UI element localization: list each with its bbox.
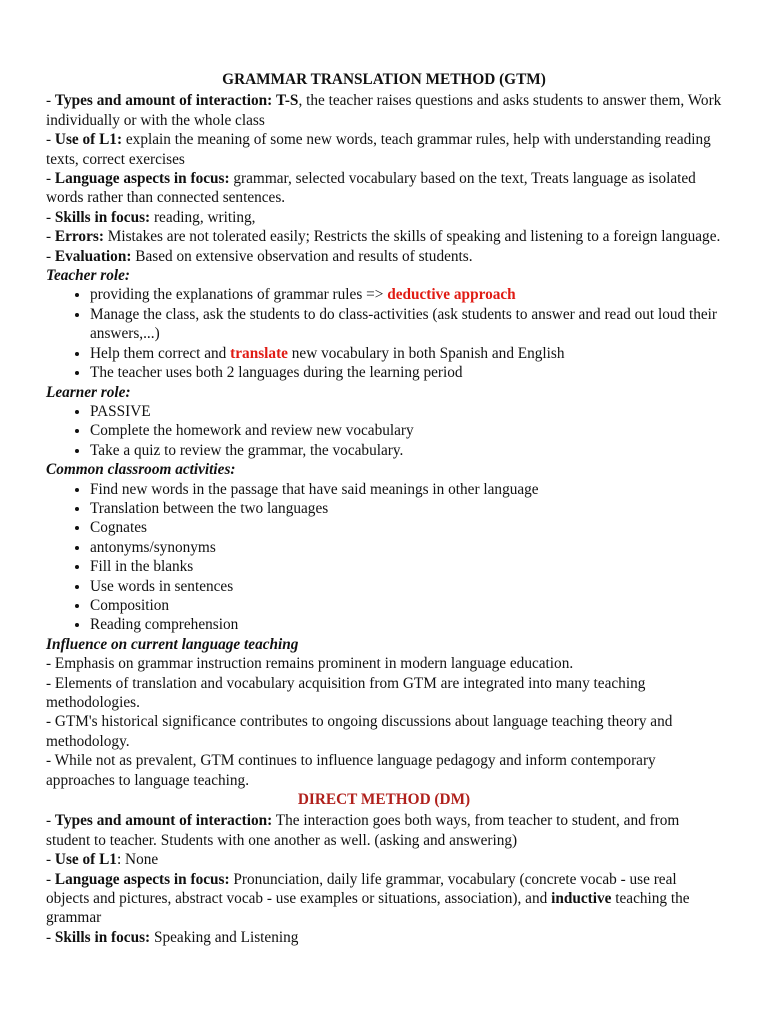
list-item: • Reading comprehension	[90, 615, 722, 634]
dm-language-aspects-post: teaching the grammar	[46, 890, 690, 927]
gtm-errors: - Errors: Mistakes are not tolerated easily; Restricts the skills of speaking and listening to a foreign language.	[46, 228, 721, 246]
dm-skills-label: Skills in focus:	[54, 928, 151, 946]
influence-item: - GTM's historical significance contributes to ongoing discussions about language teaching theory and methodology.	[46, 713, 673, 750]
dm-l1-label: Use of L1	[54, 851, 117, 869]
inductive-strong: inductive	[551, 890, 612, 908]
influence-heading: Influence on current language teaching	[46, 635, 299, 653]
list-item: • Cognates	[90, 518, 722, 537]
teacher-role-heading: Teacher role:	[46, 267, 130, 285]
learner-role-list	[46, 402, 722, 460]
list-item: • Fill in the blanks	[90, 557, 722, 576]
list-item: • Find new words in the passage that have said meanings in other language	[90, 480, 722, 499]
list-item: • Manage the class, ask the students to do class-activities (ask students to answer and read out loud their answers,...)	[90, 305, 722, 344]
dm-skills: - Skills in focus: Speaking and Listening	[46, 928, 299, 946]
dm-skills-text: Speaking and Listening	[150, 928, 299, 946]
teacher-role-list	[46, 285, 722, 382]
gtm-title: GRAMMAR TRANSLATION METHOD (GTM)	[222, 71, 546, 88]
teacher-role-item3-pre: Help them correct and	[90, 344, 231, 362]
dm-language-aspects: - Language aspects in focus: Pronunciation, daily life grammar, vocabulary (concrete vocab - use real objects and pictures, abstract vocab - use examples or situations, association), and inductive teaching the grammar	[46, 870, 690, 927]
gtm-skills-label: Skills in focus:	[54, 208, 151, 226]
list-item: • antonyms/synonyms	[90, 538, 722, 557]
dm-interaction: - Types and amount of interaction: The interaction goes both ways, from teacher to student, and from student to teacher. Students with one another as well. (asking and answering)	[46, 812, 680, 849]
list-item: • Take a quiz to review the grammar, the vocabulary.	[90, 441, 722, 460]
gtm-interaction-text: , the teacher raises questions and asks students to answer them, Work individually or with the whole class	[46, 92, 722, 129]
list-item: • Composition	[90, 596, 722, 615]
deductive-approach-highlight: deductive approach	[387, 286, 516, 304]
gtm-language-aspects-text: grammar, selected vocabulary based on the text, Treats language as isolated words rather than connected sentences.	[46, 170, 696, 207]
list-item	[90, 285, 722, 304]
dm-interaction-label: Types and amount of interaction:	[54, 812, 273, 830]
list-item: • PASSIVE	[90, 402, 722, 421]
gtm-language-aspects-label: Language aspects in focus:	[54, 170, 230, 188]
gtm-skills: - Skills in focus: reading, writing,	[46, 208, 256, 226]
activities-list	[46, 480, 722, 635]
gtm-evaluation-text: Based on extensive observation and results of students.	[131, 247, 473, 265]
gtm-interaction: - Types and amount of interaction: T-S, the teacher raises questions and asks students to answer them, Work individually or with the whole class	[46, 92, 722, 129]
gtm-interaction-strong: T-S	[276, 92, 299, 110]
learner-role-heading: Learner role:	[46, 383, 131, 401]
gtm-skills-text: reading, writing,	[150, 208, 256, 226]
list-item: • Use words in sentences	[90, 577, 722, 596]
dm-language-aspects-label: Language aspects in focus:	[54, 870, 230, 888]
gtm-l1-label: Use of L1:	[54, 131, 123, 149]
influence-item: - While not as prevalent, GTM continues to influence language pedagogy and inform contemporary approaches to language teaching.	[46, 752, 656, 789]
dm-interaction-text: The interaction goes both ways, from teacher to student, and from student to teacher. Students with one another as well. (asking and answering)	[46, 812, 680, 849]
gtm-interaction-label: Types and amount of interaction:	[54, 92, 273, 110]
gtm-errors-text: Mistakes are not tolerated easily; Restricts the skills of speaking and listening to a foreign language.	[103, 228, 721, 246]
list-item: • Complete the homework and review new vocabulary	[90, 421, 722, 440]
list-item: • Translation between the two languages	[90, 499, 722, 518]
list-item: • The teacher uses both 2 languages during the learning period	[90, 363, 722, 382]
gtm-errors-label: Errors:	[54, 228, 104, 246]
activities-heading: Common classroom activities:	[46, 461, 236, 479]
influence-item: - Emphasis on grammar instruction remains prominent in modern language education.	[46, 655, 574, 673]
gtm-l1-text: explain the meaning of some new words, teach grammar rules, help with understanding reading texts, correct exercises	[46, 131, 711, 168]
teacher-role-item3-post: new vocabulary in both Spanish and English	[287, 344, 565, 362]
teacher-role-item1-text: providing the explanations of grammar rules =>	[90, 286, 388, 304]
dm-l1: - Use of L1: None	[46, 851, 159, 869]
translate-highlight: translate	[230, 344, 288, 362]
gtm-language-aspects: - Language aspects in focus: grammar, selected vocabulary based on the text, Treats language as isolated words rather than connected sentences.	[46, 170, 696, 207]
influence-item: - Elements of translation and vocabulary acquisition from GTM are integrated into many teaching methodologies.	[46, 674, 646, 711]
dm-title: DIRECT METHOD (DM)	[297, 791, 471, 809]
gtm-l1: - Use of L1: explain the meaning of some new words, teach grammar rules, help with understanding reading texts, correct exercises	[46, 131, 711, 168]
list-item	[90, 344, 722, 363]
gtm-evaluation-label: Evaluation:	[54, 247, 132, 265]
gtm-evaluation: - Evaluation: Based on extensive observation and results of students.	[46, 247, 473, 265]
dm-language-aspects-pre: Pronunciation, daily life grammar, vocabulary (concrete vocab - use real objects and pictures, abstract vocab - use examples or situations, association), and	[46, 870, 677, 908]
dm-l1-text: : None	[116, 851, 159, 869]
